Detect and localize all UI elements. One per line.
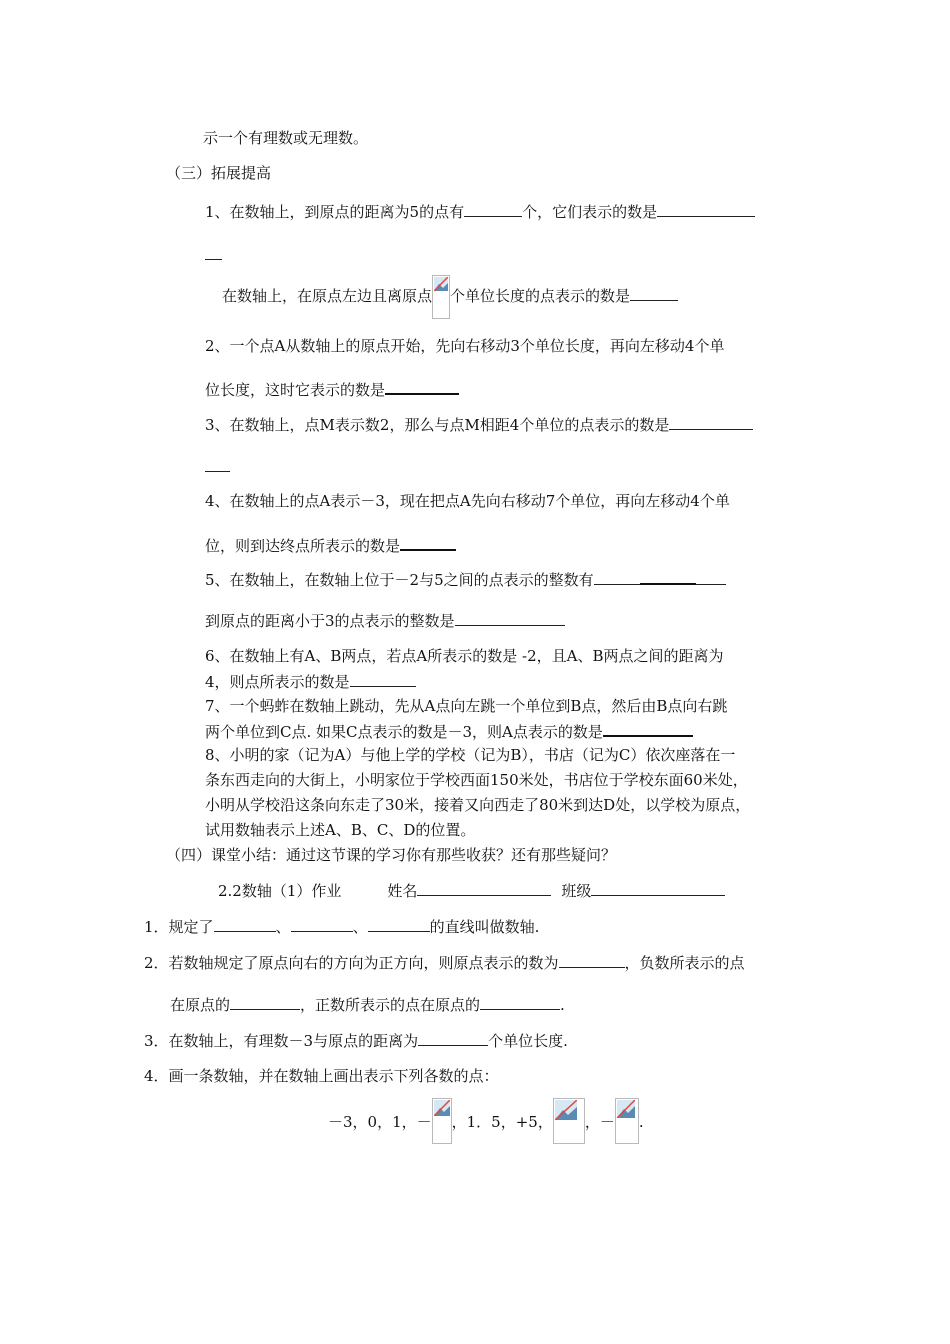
blank [230,994,300,1010]
broken-image-icon [432,275,450,319]
question-8-line4: 试用数轴表示上述A、B、C、D的位置。 [205,821,476,839]
blank [669,414,753,430]
blank [291,916,353,932]
question-3-wrap [205,456,230,477]
blank [205,456,230,472]
class-label: 班级 [561,882,592,900]
blank [350,671,416,687]
blank [455,610,565,626]
h1-sep: 、 [352,918,368,936]
blank [630,285,678,301]
question-1 [205,201,755,222]
broken-image-icon [432,1098,452,1144]
h4-list-b: ，1．5，+5， [451,1113,553,1131]
question-8-line2: 条东西走向的大街上，小明家位于学校西面150米处，书店位于学校东面60米处， [205,771,748,789]
question-3 [205,414,753,435]
q5-text-a: 5、在数轴上，在数轴上位于－2与5之间的点表示的整数有 [205,571,594,589]
blank [205,244,222,260]
h1-text-b: 的直线叫做数轴. [429,918,540,936]
h3-text-b: 个单位长度. [488,1032,568,1050]
intro-continuation: 示一个有理数或无理数。 [203,129,369,147]
question-8-line3: 小明从学校沿这条向东走了30米，接着又向西走了80米到达D处，以学校为原点， [205,796,751,814]
blank [480,994,560,1010]
section4-heading: （四）课堂小结：通过这节课的学习你有那些收获？还有那些疑问？ [166,846,617,864]
h2-text-e: . [560,996,565,1014]
homework-2 [144,952,745,973]
h3-text-a: 3．在数轴上，有理数－3与原点的距离为 [144,1032,419,1050]
answer-line [640,568,696,585]
homework-1 [144,916,539,937]
h1-sep: 、 [275,918,291,936]
blank [696,569,726,585]
h2-text-c: 在原点的 [170,996,231,1014]
q1-text-d: 个单位长度的点表示的数是 [450,287,631,305]
q1-text-c: 在数轴上，在原点左边且离原点 [222,287,433,305]
question-6: 6、在数轴上有A、B两点，若点A所表示的数是 -2，且A、B两点之间的距离为 [205,647,724,665]
q1-text-b: 个，它们表示的数是 [522,203,658,221]
question-1-part2 [222,285,678,319]
blank [559,952,625,968]
h4-list-a: －3，0，1，－ [328,1113,432,1131]
q5-text-b: 到原点的距离小于3的点表示的整数是 [205,612,455,630]
blank [418,1030,488,1046]
q6-text-b: 4，则点所表示的数是 [205,673,350,691]
question-7: 7、一个蚂蚱在数轴上跳动，先从A点向左跳一个单位到B点，然后由B点向右跳 [205,697,728,715]
homework-header [218,880,725,901]
broken-image-icon [553,1098,585,1144]
answer-line [603,720,693,737]
blank [464,201,522,217]
h4-list-c: ，－ [584,1113,615,1131]
blank [214,916,276,932]
h2-text-a: 2．若数轴规定了原点向右的方向为正方向，则原点表示的数为 [144,954,559,972]
q2-text-b: 位长度，这时它表示的数是 [205,381,386,399]
question-7-wrap [205,720,693,742]
blank [657,201,755,217]
answer-line [400,534,456,551]
h2-text-d: ，正数所表示的点在原点的 [300,996,481,1014]
question-4: 4、在数轴上的点A表示－3，现在把点A先向右移动7个单位，再向左移动4个单 [205,492,730,510]
section3-heading: （三）拓展提高 [166,164,272,182]
h2-text-b: ，负数所表示的点 [624,954,745,972]
homework-title: 2.2数轴（1）作业 [218,882,342,900]
h4-list-d: . [638,1113,644,1131]
question-6-wrap [205,671,416,692]
blank [594,569,640,585]
class-field[interactable] [591,880,725,896]
name-field[interactable] [417,880,551,896]
question-2-wrap [205,378,459,400]
question-4-wrap [205,534,456,556]
question-5-part2 [205,610,565,631]
homework-4: 4．画一条数轴，并在数轴上画出表示下列各数的点： [144,1067,499,1085]
question-5 [205,568,726,590]
q4-text-b: 位，则到达终点所表示的数是 [205,537,401,555]
question-1-wrap [205,244,222,265]
homework-2-wrap [170,994,565,1015]
question-8: 8、小明的家（记为A）与他上学的学校（记为B），书店（记为C）依次座落在一 [205,746,736,764]
question-2: 2、一个点A从数轴上的原点开始，先向右移动3个单位长度，再向左移动4个单 [205,337,725,355]
q1-text-a: 1、在数轴上，到原点的距离为5的点有 [205,203,465,221]
homework-3 [144,1030,568,1051]
blank [368,916,430,932]
answer-line [385,378,459,395]
q3-text-a: 3、在数轴上，点M表示数2，那么与点M相距4个单位的点表示的数是 [205,416,670,434]
q7-text-b: 两个单位到C点. 如果C点表示的数是－3，则A点表示的数是 [205,723,603,741]
broken-image-icon [615,1098,639,1144]
h1-text-a: 1．规定了 [144,918,214,936]
name-label: 姓名 [387,882,418,900]
homework-4-numbers [328,1112,644,1144]
